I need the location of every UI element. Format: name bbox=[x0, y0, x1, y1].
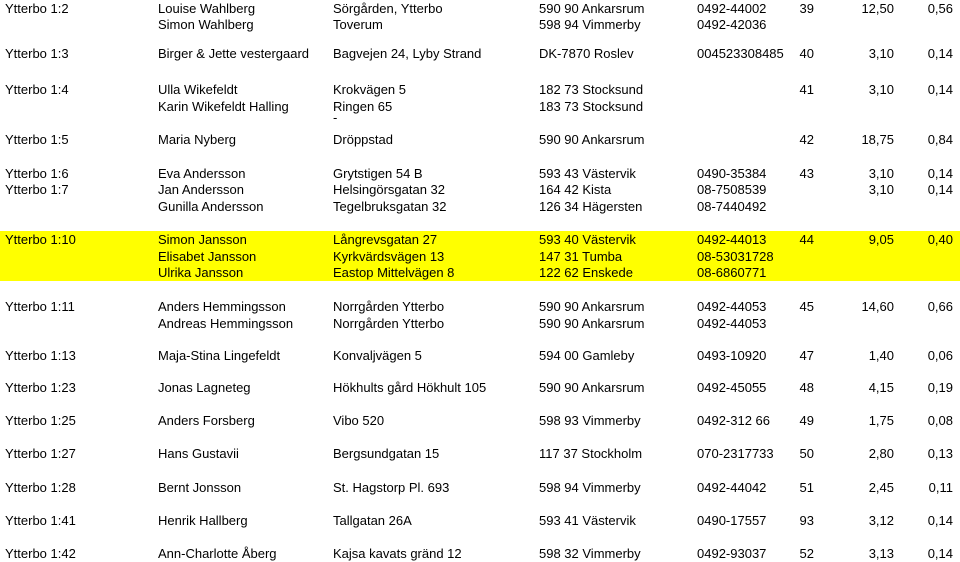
postal-cell: 122 62 Enskede bbox=[539, 265, 633, 280]
postal-cell: 593 43 Västervik bbox=[539, 166, 636, 181]
table-row bbox=[0, 98, 960, 115]
table-row bbox=[0, 347, 960, 364]
owner-name-cell: Hans Gustavii bbox=[158, 446, 239, 461]
address-cell: Kyrkvärdsvägen 13 bbox=[333, 249, 445, 264]
plot-cell: Ytterbo 1:27 bbox=[5, 446, 76, 461]
table-row bbox=[0, 264, 960, 281]
share-cell: 0,08 bbox=[927, 413, 953, 428]
owner-name-cell: Jonas Lagneteg bbox=[158, 380, 251, 395]
phone-cell: 0493-10920 bbox=[697, 348, 767, 363]
owner-name-cell: Maria Nyberg bbox=[158, 132, 237, 147]
area-cell bbox=[836, 315, 894, 332]
number-cell: 48 bbox=[799, 380, 814, 395]
area-cell: 1,75 bbox=[868, 413, 894, 428]
postal-cell: 598 93 Vimmerby bbox=[539, 413, 641, 428]
area-cell: 3,13 bbox=[868, 546, 894, 561]
address-cell: Krokvägen 5 bbox=[333, 82, 406, 97]
number-cell: 41 bbox=[799, 82, 814, 97]
phone-cell: 004523308485 bbox=[697, 46, 784, 61]
plot-cell: Ytterbo 1:2 bbox=[5, 1, 69, 16]
plot-cell: Ytterbo 1:13 bbox=[5, 348, 76, 363]
postal-cell: 590 90 Ankarsrum bbox=[539, 316, 645, 331]
stray-dash: - bbox=[333, 110, 338, 125]
area-cell: 2,45 bbox=[868, 480, 894, 495]
share-cell: 0,13 bbox=[927, 446, 953, 461]
address-cell: Grytstigen 54 B bbox=[333, 166, 423, 181]
plot-cell: Ytterbo 1:41 bbox=[5, 513, 76, 528]
share-cell: 0,11 bbox=[928, 480, 953, 495]
number-cell: 45 bbox=[799, 299, 814, 314]
area-cell: 3,10 bbox=[868, 166, 894, 181]
phone-cell: 08-53031728 bbox=[697, 249, 774, 264]
area-cell: 9,05 bbox=[868, 232, 894, 247]
number-cell: 93 bbox=[799, 513, 814, 528]
phone-cell: 0492-93037 bbox=[697, 546, 767, 561]
number-cell bbox=[790, 198, 814, 215]
postal-cell: 598 94 Vimmerby bbox=[539, 480, 641, 495]
phone-cell: 0492-312 66 bbox=[697, 413, 771, 428]
number-cell bbox=[790, 248, 814, 265]
phone-cell: 0492-44013 bbox=[697, 232, 767, 247]
address-cell: Norrgården Ytterbo bbox=[333, 316, 445, 331]
table-row bbox=[0, 0, 960, 17]
postal-cell: 183 73 Stocksund bbox=[539, 99, 644, 114]
postal-cell: 164 42 Kista bbox=[539, 182, 612, 197]
share-cell: 0,56 bbox=[927, 1, 953, 16]
table-row bbox=[0, 379, 960, 396]
share-cell: 0,84 bbox=[927, 132, 953, 147]
area-cell: 2,80 bbox=[868, 446, 894, 461]
address-cell: Vibo 520 bbox=[333, 413, 385, 428]
share-cell: 0,66 bbox=[927, 299, 953, 314]
phone-cell: 070-2317733 bbox=[697, 446, 774, 461]
share-cell: 0,14 bbox=[927, 513, 953, 528]
table-row bbox=[0, 512, 960, 529]
number-cell bbox=[790, 264, 814, 281]
table-row bbox=[0, 445, 960, 462]
share-cell bbox=[902, 198, 953, 215]
postal-cell: 593 40 Västervik bbox=[539, 232, 636, 247]
area-cell bbox=[836, 98, 894, 115]
address-cell: Kajsa kavats gränd 12 bbox=[333, 546, 462, 561]
share-cell: 0,14 bbox=[927, 546, 953, 561]
area-cell: 3,12 bbox=[868, 513, 894, 528]
address-cell: St. Hagstorp Pl. 693 bbox=[333, 480, 450, 495]
owner-name-cell: Ulla Wikefeldt bbox=[158, 82, 238, 97]
table-row bbox=[0, 131, 960, 148]
postal-cell: 590 90 Ankarsrum bbox=[539, 299, 645, 314]
owner-name-cell: Elisabet Jansson bbox=[158, 249, 257, 264]
area-cell: 18,75 bbox=[861, 132, 894, 147]
plot-cell: Ytterbo 1:11 bbox=[5, 299, 75, 314]
plot-cell: Ytterbo 1:10 bbox=[5, 232, 76, 247]
owner-name-cell: Karin Wikefeldt Halling bbox=[158, 99, 289, 114]
table-row bbox=[0, 545, 960, 562]
postal-cell: 593 41 Västervik bbox=[539, 513, 636, 528]
number-cell: 39 bbox=[799, 1, 814, 16]
owner-name-cell: Gunilla Andersson bbox=[158, 199, 264, 214]
postal-cell: 182 73 Stocksund bbox=[539, 82, 644, 97]
share-cell: 0,14 bbox=[927, 182, 953, 197]
postal-cell: 117 37 Stockholm bbox=[539, 446, 643, 461]
number-cell: 43 bbox=[799, 166, 814, 181]
postal-cell: 126 34 Hägersten bbox=[539, 199, 643, 214]
number-cell bbox=[790, 16, 814, 33]
number-cell: 50 bbox=[799, 446, 814, 461]
owner-name-cell: Simon Jansson bbox=[158, 232, 247, 247]
postal-cell: 598 32 Vimmerby bbox=[539, 546, 641, 561]
address-cell: Dröppstad bbox=[333, 132, 393, 147]
phone-cell: 0492-44042 bbox=[697, 480, 767, 495]
area-cell: 14,60 bbox=[861, 299, 894, 314]
phone-cell: 0492-42036 bbox=[697, 17, 767, 32]
area-cell bbox=[836, 248, 894, 265]
address-cell: Ringen 65 bbox=[333, 99, 393, 114]
number-cell: 42 bbox=[799, 132, 814, 147]
plot-cell: Ytterbo 1:42 bbox=[5, 546, 76, 561]
share-cell bbox=[902, 264, 953, 281]
address-cell: Tegelbruksgatan 32 bbox=[333, 199, 447, 214]
table-row bbox=[0, 198, 960, 215]
address-cell: Hökhults gård Hökhult 105 bbox=[333, 380, 487, 395]
owner-name-cell: Birger & Jette vestergaard bbox=[158, 46, 310, 61]
plot-cell: Ytterbo 1:5 bbox=[5, 132, 69, 147]
area-cell bbox=[836, 16, 894, 33]
table-row bbox=[0, 298, 960, 315]
postal-cell: 147 31 Tumba bbox=[539, 249, 623, 264]
address-cell: Tallgatan 26A bbox=[333, 513, 412, 528]
address-cell: Bagvejen 24, Lyby Strand bbox=[333, 46, 482, 61]
plot-cell: Ytterbo 1:28 bbox=[5, 480, 76, 495]
number-cell: 49 bbox=[799, 413, 814, 428]
owner-name-cell: Ann-Charlotte Åberg bbox=[158, 546, 277, 561]
address-cell: Sörgården, Ytterbo bbox=[333, 1, 443, 16]
phone-cell: 0492-44053 bbox=[697, 299, 767, 314]
owner-name-cell: Ulrika Jansson bbox=[158, 265, 244, 280]
share-cell bbox=[902, 16, 953, 33]
owner-name-cell: Louise Wahlberg bbox=[158, 1, 256, 16]
share-cell: 0,40 bbox=[927, 232, 953, 247]
table-row bbox=[0, 479, 960, 496]
postal-cell: 594 00 Gamleby bbox=[539, 348, 635, 363]
owner-name-cell: Simon Wahlberg bbox=[158, 17, 254, 32]
address-cell: Helsingörsgatan 32 bbox=[333, 182, 446, 197]
address-cell: Toverum bbox=[333, 17, 383, 32]
number-cell: 44 bbox=[799, 232, 814, 247]
number-cell bbox=[790, 315, 814, 332]
plot-cell: Ytterbo 1:25 bbox=[5, 413, 76, 428]
number-cell: 40 bbox=[799, 46, 814, 61]
share-cell: 0,14 bbox=[927, 82, 953, 97]
table-row bbox=[0, 81, 960, 98]
phone-cell: 08-6860771 bbox=[697, 265, 767, 280]
address-cell: Konvaljvägen 5 bbox=[333, 348, 422, 363]
table-row bbox=[0, 181, 960, 198]
area-cell: 4,15 bbox=[868, 380, 894, 395]
table-row bbox=[0, 16, 960, 33]
share-cell bbox=[902, 315, 953, 332]
plot-cell: Ytterbo 1:4 bbox=[5, 82, 69, 97]
postal-cell: 590 90 Ankarsrum bbox=[539, 132, 645, 147]
phone-cell: 08-7440492 bbox=[697, 199, 767, 214]
phone-cell: 0492-44053 bbox=[697, 316, 767, 331]
number-cell: 52 bbox=[799, 546, 814, 561]
postal-cell: DK-7870 Roslev bbox=[539, 46, 634, 61]
address-cell: Eastop Mittelvägen 8 bbox=[333, 265, 455, 280]
owner-name-cell: Andreas Hemmingsson bbox=[158, 316, 294, 331]
phone-cell: 0490-17557 bbox=[697, 513, 767, 528]
table-row bbox=[0, 165, 960, 182]
owner-name-cell: Anders Hemmingsson bbox=[158, 299, 286, 314]
phone-cell: 0490-35384 bbox=[697, 166, 767, 181]
area-cell: 3,10 bbox=[868, 182, 894, 197]
table-row bbox=[0, 45, 960, 62]
number-cell: 47 bbox=[799, 348, 814, 363]
owner-name-cell: Eva Andersson bbox=[158, 166, 246, 181]
owner-name-cell: Anders Forsberg bbox=[158, 413, 255, 428]
address-cell: Norrgården Ytterbo bbox=[333, 299, 445, 314]
owner-name-cell: Bernt Jonsson bbox=[158, 480, 242, 495]
share-cell bbox=[902, 98, 953, 115]
table-row bbox=[0, 412, 960, 429]
phone-cell: 08-7508539 bbox=[697, 182, 767, 197]
table-row bbox=[0, 231, 960, 248]
area-cell: 12,50 bbox=[861, 1, 894, 16]
area-cell: 1,40 bbox=[868, 348, 894, 363]
share-cell: 0,14 bbox=[927, 46, 953, 61]
number-cell bbox=[790, 181, 814, 198]
table-row bbox=[0, 248, 960, 265]
plot-cell: Ytterbo 1:3 bbox=[5, 46, 69, 61]
share-cell: 0,14 bbox=[927, 166, 953, 181]
postal-cell: 590 90 Ankarsrum bbox=[539, 380, 645, 395]
postal-cell: 590 90 Ankarsrum bbox=[539, 1, 645, 16]
plot-cell: Ytterbo 1:7 bbox=[5, 182, 69, 197]
number-cell bbox=[790, 98, 814, 115]
number-cell: 51 bbox=[799, 480, 814, 495]
area-cell: 3,10 bbox=[868, 82, 894, 97]
share-cell: 0,06 bbox=[927, 348, 953, 363]
owner-name-cell: Jan Andersson bbox=[158, 182, 245, 197]
owner-name-cell: Henrik Hallberg bbox=[158, 513, 248, 528]
address-cell: Bergsundgatan 15 bbox=[333, 446, 440, 461]
phone-cell: 0492-44002 bbox=[697, 1, 767, 16]
address-cell: Långrevsgatan 27 bbox=[333, 232, 438, 247]
share-cell: 0,19 bbox=[927, 380, 953, 395]
area-cell: 3,10 bbox=[868, 46, 894, 61]
owner-name-cell: Maja-Stina Lingefeldt bbox=[158, 348, 281, 363]
plot-cell: Ytterbo 1:23 bbox=[5, 380, 76, 395]
area-cell bbox=[836, 198, 894, 215]
table-row bbox=[0, 315, 960, 332]
share-cell bbox=[902, 248, 953, 265]
plot-cell: Ytterbo 1:6 bbox=[5, 166, 69, 181]
area-cell bbox=[836, 264, 894, 281]
postal-cell: 598 94 Vimmerby bbox=[539, 17, 641, 32]
phone-cell: 0492-45055 bbox=[697, 380, 767, 395]
